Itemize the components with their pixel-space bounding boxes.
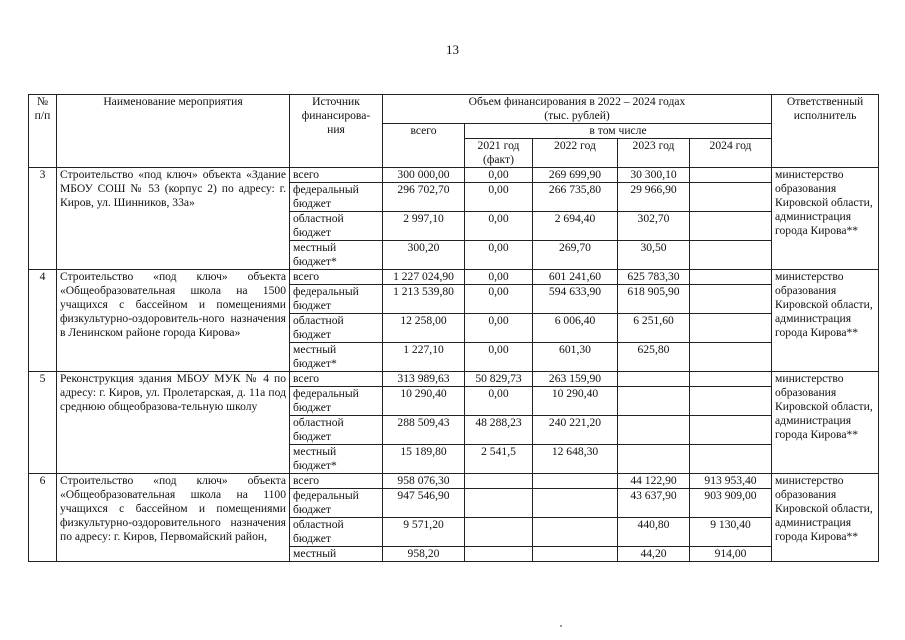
amount-y2023: 440,80 (618, 518, 690, 547)
amount-y2022: 263 159,90 (533, 372, 618, 387)
page-number: 13 (446, 42, 459, 57)
table-row (29, 474, 879, 489)
amount-y2023: 6 251,60 (618, 314, 690, 343)
amount-y2023: 30,50 (618, 241, 690, 270)
funding-source: всего (290, 168, 383, 183)
table-row (29, 372, 879, 387)
amount-y2021: 0,00 (465, 168, 533, 183)
amount-total: 1 227,10 (383, 343, 465, 372)
funding-source: областной бюджет (290, 518, 383, 547)
amount-y2022: 594 633,90 (533, 285, 618, 314)
amount-y2021: 0,00 (465, 343, 533, 372)
funding-source: федеральный бюджет (290, 285, 383, 314)
amount-y2024 (690, 168, 772, 183)
row-number: 3 (29, 168, 57, 270)
header-total: всего (383, 124, 465, 168)
amount-y2022: 601 241,60 (533, 270, 618, 285)
activity-name: Строительство «под ключ» объекта «Общеобразовательная школа на 1100 учащихся с бассейном и помещениями физкультурно-оздоровительного назначения по адресу: г. Киров, Первомайский район, (57, 474, 290, 562)
responsible-executor: министерство образования Кировской области, администрация города Кирова** (772, 168, 879, 270)
amount-total: 12 258,00 (383, 314, 465, 343)
amount-y2023: 302,70 (618, 212, 690, 241)
amount-y2024: 9 130,40 (690, 518, 772, 547)
responsible-executor: министерство образования Кировской области, администрация города Кирова** (772, 474, 879, 562)
amount-y2023 (618, 445, 690, 474)
funding-source: областной бюджет (290, 314, 383, 343)
funding-source: областной бюджет (290, 416, 383, 445)
amount-y2021: 0,00 (465, 387, 533, 416)
row-number: 5 (29, 372, 57, 474)
amount-y2024 (690, 212, 772, 241)
amount-y2021 (465, 474, 533, 489)
amount-y2021: 0,00 (465, 212, 533, 241)
activity-name: Строительство «под ключ» объекта «Общеобразовательная школа на 1500 учащихся с бассейном и помещениями физкультурно-оздоровитель-ного назначения в Ленинском районе города Кирова» (57, 270, 290, 372)
amount-total: 1 213 539,80 (383, 285, 465, 314)
amount-y2022: 6 006,40 (533, 314, 618, 343)
header-source: Источник финансирова- ния (290, 95, 383, 168)
header-2022: 2022 год (533, 139, 618, 168)
amount-y2024 (690, 314, 772, 343)
amount-y2023: 30 300,10 (618, 168, 690, 183)
amount-total: 300,20 (383, 241, 465, 270)
funding-source: федеральный бюджет (290, 183, 383, 212)
amount-y2023: 29 966,90 (618, 183, 690, 212)
funding-source: всего (290, 372, 383, 387)
amount-y2022 (533, 474, 618, 489)
amount-y2021: 0,00 (465, 314, 533, 343)
amount-y2021: 0,00 (465, 270, 533, 285)
amount-y2022: 266 735,80 (533, 183, 618, 212)
amount-y2024: 914,00 (690, 547, 772, 562)
amount-y2024 (690, 387, 772, 416)
amount-y2021: 0,00 (465, 285, 533, 314)
amount-y2023: 43 637,90 (618, 489, 690, 518)
funding-source: федеральный бюджет (290, 387, 383, 416)
amount-y2024 (690, 183, 772, 212)
scan-dot (560, 625, 562, 627)
amount-y2022: 2 694,40 (533, 212, 618, 241)
amount-y2021 (465, 518, 533, 547)
table-row (29, 270, 879, 285)
amount-y2024 (690, 241, 772, 270)
amount-total: 2 997,10 (383, 212, 465, 241)
amount-total: 958 076,30 (383, 474, 465, 489)
funding-source: местный (290, 547, 383, 562)
responsible-executor: министерство образования Кировской области, администрация города Кирова** (772, 270, 879, 372)
responsible-executor: министерство образования Кировской области, администрация города Кирова** (772, 372, 879, 474)
header-volume: Объем финансирования в 2022 – 2024 годах (тыс. рублей) (383, 95, 772, 124)
amount-y2021: 50 829,73 (465, 372, 533, 387)
amount-y2023: 625,80 (618, 343, 690, 372)
funding-source: всего (290, 474, 383, 489)
table-row (29, 168, 879, 183)
funding-source: местный бюджет* (290, 241, 383, 270)
financing-table (28, 94, 879, 562)
amount-y2022: 601,30 (533, 343, 618, 372)
funding-source: местный бюджет* (290, 445, 383, 474)
amount-total: 300 000,00 (383, 168, 465, 183)
funding-source: всего (290, 270, 383, 285)
amount-y2022: 10 290,40 (533, 387, 618, 416)
amount-y2022 (533, 518, 618, 547)
amount-y2024 (690, 416, 772, 445)
activity-name: Строительство «под ключ» объекта «Здание МБОУ СОШ № 53 (корпус 2) по адресу: г. Киров, ул. Шинников, 33а» (57, 168, 290, 270)
amount-y2023 (618, 416, 690, 445)
amount-y2022: 12 648,30 (533, 445, 618, 474)
amount-y2022: 240 221,20 (533, 416, 618, 445)
funding-source: федеральный бюджет (290, 489, 383, 518)
header-2024: 2024 год (690, 139, 772, 168)
amount-y2021: 0,00 (465, 183, 533, 212)
row-number: 6 (29, 474, 57, 562)
amount-y2024: 903 909,00 (690, 489, 772, 518)
header-including: в том числе (465, 124, 772, 139)
header-2021: 2021 год (факт) (465, 139, 533, 168)
amount-y2024 (690, 372, 772, 387)
table-header (29, 95, 879, 168)
table-body (29, 168, 879, 562)
amount-y2021: 48 288,23 (465, 416, 533, 445)
amount-y2023: 625 783,30 (618, 270, 690, 285)
amount-total: 9 571,20 (383, 518, 465, 547)
amount-y2022 (533, 547, 618, 562)
amount-y2022: 269,70 (533, 241, 618, 270)
amount-y2022 (533, 489, 618, 518)
amount-total: 288 509,43 (383, 416, 465, 445)
amount-y2024 (690, 445, 772, 474)
amount-y2021: 2 541,5 (465, 445, 533, 474)
amount-total: 958,20 (383, 547, 465, 562)
amount-y2023: 44,20 (618, 547, 690, 562)
amount-total: 296 702,70 (383, 183, 465, 212)
amount-y2024 (690, 285, 772, 314)
amount-total: 947 546,90 (383, 489, 465, 518)
amount-y2021 (465, 489, 533, 518)
amount-total: 1 227 024,90 (383, 270, 465, 285)
header-name: Наименование мероприятия (57, 95, 290, 168)
funding-source: областной бюджет (290, 212, 383, 241)
amount-y2022: 269 699,90 (533, 168, 618, 183)
header-responsible: Ответственный исполнитель (772, 95, 879, 168)
header-2023: 2023 год (618, 139, 690, 168)
amount-y2024 (690, 270, 772, 285)
activity-name: Реконструкция здания МБОУ МУК № 4 по адресу: г. Киров, ул. Пролетарская, д. 11а под среднюю общеобразова-тельную школу (57, 372, 290, 474)
amount-total: 10 290,40 (383, 387, 465, 416)
amount-y2023: 44 122,90 (618, 474, 690, 489)
amount-y2023 (618, 372, 690, 387)
amount-y2024: 913 953,40 (690, 474, 772, 489)
amount-total: 313 989,63 (383, 372, 465, 387)
amount-y2024 (690, 343, 772, 372)
header-num: № п/п (29, 95, 57, 168)
amount-y2021: 0,00 (465, 241, 533, 270)
amount-y2023: 618 905,90 (618, 285, 690, 314)
amount-total: 15 189,80 (383, 445, 465, 474)
amount-y2023 (618, 387, 690, 416)
amount-y2021 (465, 547, 533, 562)
row-number: 4 (29, 270, 57, 372)
funding-source: местный бюджет* (290, 343, 383, 372)
